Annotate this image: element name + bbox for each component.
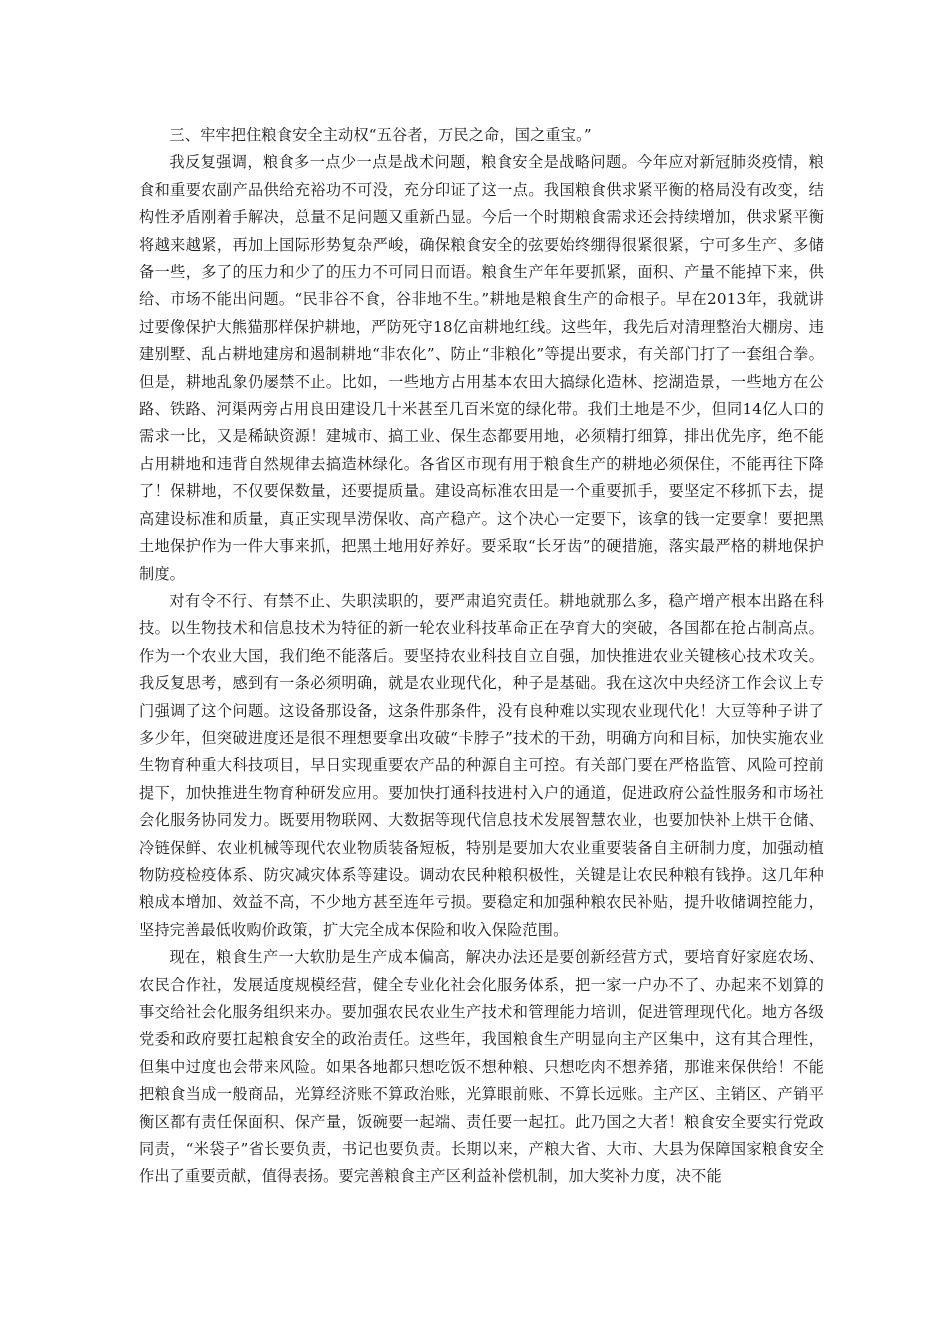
section-heading: 三、牢牢把住粮食安全主动权“五谷者，万民之命，国之重宝。” bbox=[169, 126, 592, 144]
paragraph-3: 现在，粮食生产一大软肋是生产成本偏高，解决办法还是要创新经营方式，要培育好家庭农场、农民合作社，发展适度规模经营，健全专业化社会化服务体系，把一家一户办不了、办起来不划算的事交给社会化服务组织来办。要加强农民农业生产技术和管理能力培训，促进管理现代化。地方各级党委和政府要扛起粮食安全的政治责任。这些年，我国粮食生产明显向主产区集中，这有其合理性，但集中过度也会带来风险。如果各地都只想吃饭不想种粮、只想吃肉不想养猪，那谁来保供给！不能把粮食当成一般商品，光算经济账不算政治账，光算眼前账、不算长远账。主产区、主销区、产销平衡区都有责任保面积、保产量，饭碗要一起端、责任要一起扛。此乃国之大者！粮食安全要实行党政同责，“米袋子”省长要负责，书记也要负责。长期以来，产粮大省、大市、大县为保障国家粮食安全作出了重要贡献，值得表扬。要完善粮食主产区利益补偿机制，加大奖补力度，决不能 bbox=[139, 948, 824, 1186]
document-page bbox=[139, 122, 824, 1191]
paragraph-2: 对有令不行、有禁不止、失职渎职的，要严肃追究责任。耕地就那么多，稳产增产根本出路在科技。以生物技术和信息技术为特征的新一轮农业科技革命正在孕育大的突破，各国都在抢占制高点。作为一个农业大国，我们绝不能落后。要坚持农业科技自立自强，加快推进农业关键核心技术攻关。我反复思考，感到有一条必须明确，就是农业现代化，种子是基础。我在这次中央经济工作会议上专门强调了这个问题。这设备那设备，这条件那条件，没有良种难以实现农业现代化！大豆等种子讲了多少年，但突破进度还是很不理想要拿出攻破“卡脖子”技术的干劲，明确方向和目标，加快实施农业生物育种重大科技项目，早日实现重要农产品的种源自主可控。有关部门要在严格监管、风险可控前提下，加快推进生物育种研发应用。要加快打通科技进村入户的通道，促进政府公益性服务和市场社会化服务协同发力。既要用物联网、大数据等现代信息技术发展智慧农业，也要加快补上烘干仓储、冷链保鲜、农业机械等现代农业物质装备短板，特别是要加大农业重要装备自主研制力度，加强动植物防疫检疫体系、防灾减灾体系等建设。调动农民种粮积极性，关键是让农民种粮有钱挣。这几年种粮成本增加、效益不高，不少地方甚至连年亏损。要稳定和加强种粮农民补贴，提升收储调控能力，坚持完善最低收购价政策，扩大完全成本保险和收入保险范围。 bbox=[139, 591, 824, 939]
paragraph-1: 我反复强调，粮食多一点少一点是战术问题，粮食安全是战略问题。今年应对新冠肺炎疫情，粮食和重要农副产品供给充裕功不可没，充分印证了这一点。我国粮食供求紧平衡的格局没有改变，结构性矛盾刚着手解决，总量不足问题又重新凸显。今后一个时期粮食需求还会持续增加，供求紧平衡将越来越紧，再加上国际形势复杂严峻，确保粮食安全的弦要始终绷得很紧很紧，宁可多生产、多储备一些，多了的压力和少了的压力不可同日而语。粮食生产年年要抓紧，面积、产量不能掉下来，供给、市场不能出问题。“民非谷不食，谷非地不生。”耕地是粮食生产的命根子。早在2013年，我就讲过要像保护大熊猫那样保护耕地，严防死守18亿亩耕地红线。这些年，我先后对清理整治大棚房、违建别墅、乱占耕地建房和遏制耕地“非农化”、防止“非粮化”等提出要求，有关部门打了一套组合拳。但是，耕地乱象仍屡禁不止。比如，一些地方占用基本农田大搞绿化造林、挖湖造景，一些地方在公路、铁路、河渠两旁占用良田建设几十米甚至几百米宽的绿化带。我们土地是不少，但同14亿人口的需求一比，又是稀缺资源！建城市、搞工业、保生态都要用地，必须精打细算，排出优先序，绝不能占用耕地和违背自然规律去搞造林绿化。各省区市现有用于粮食生产的耕地必须保住，不能再往下降了！保耕地，不仅要保数量，还要提质量。建设高标准农田是一个重要抓手，要坚定不移抓下去，提高建设标准和质量，真正实现旱涝保收、高产稳产。这个决心一定要下，该拿的钱一定要拿！要把黑土地保护作为一件大事来抓，把黑土地用好养好。要采取“长牙齿”的硬措施，落实最严格的耕地保护制度。 bbox=[139, 153, 824, 583]
